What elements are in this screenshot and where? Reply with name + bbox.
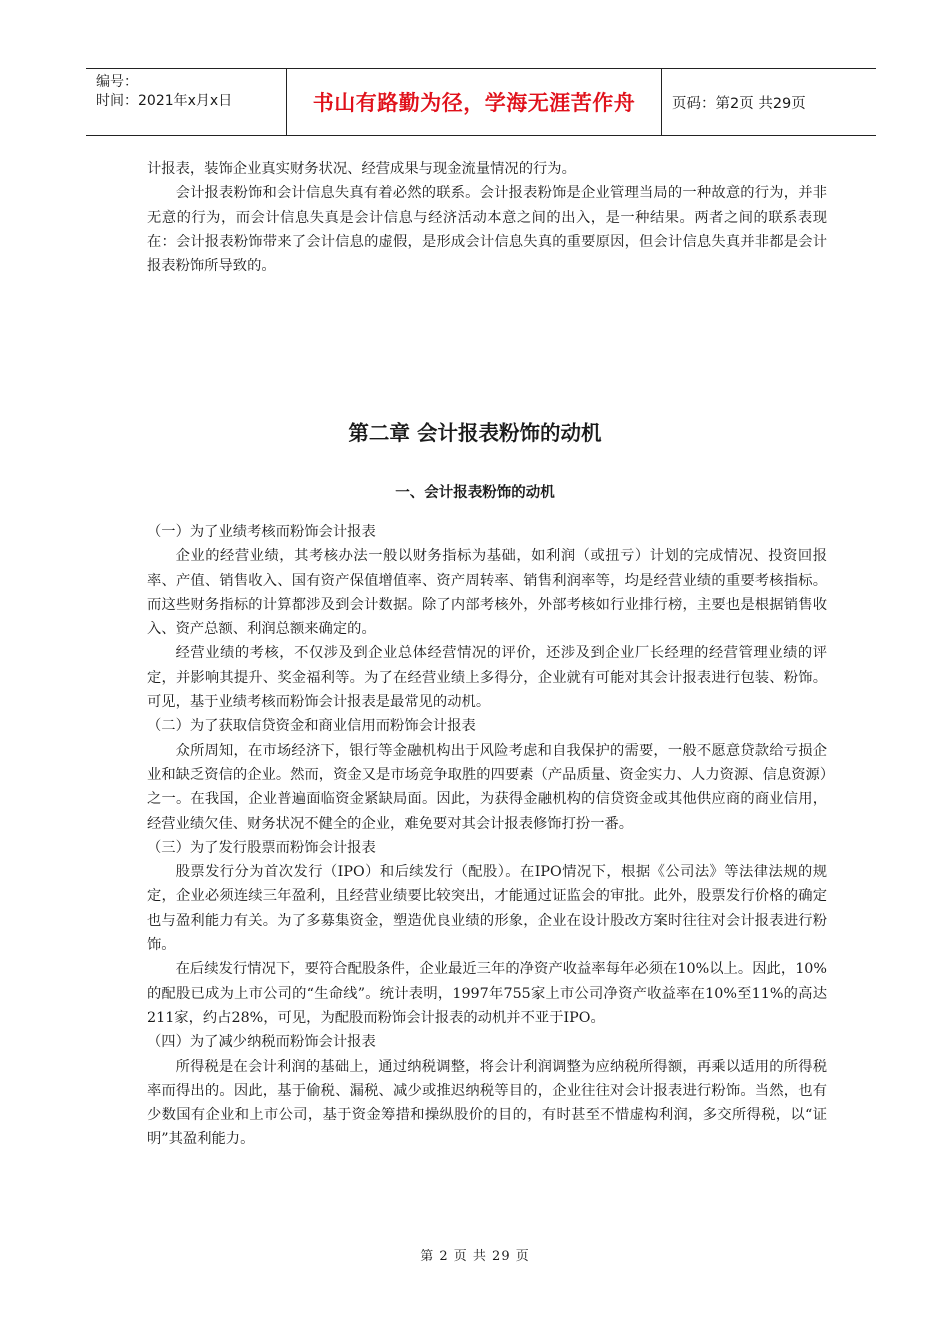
subsection-1-paragraph-1: 企业的经营业绩，其考核办法一般以财务指标为基础，如利润（或扭亏）计划的完成情况、投资回报率、产值、销售收入、国有资产保值增值率、资产周转率、销售利润率等，均是经营业绩的重要考核指标。而这些财务指标的计算都涉及到会计数据。除了内部考核外，外部考核如行业排行榜，主要也是根据销售收入、资产总额、利润总额来确定的。 (147, 548, 827, 638)
subsection-heading-4: （四）为了减少纳税而粉饰会计报表 (147, 1034, 376, 1051)
subsection-heading-2: （二）为了获取信贷资金和商业信用而粉饰会计报表 (147, 718, 476, 735)
subsection-2-paragraph-1: 众所周知，在市场经济下，银行等金融机构出于风险考虑和自我保护的需要，一般不愿意贷款给亏损企业和缺乏资信的企业。然而，资金又是市场竞争取胜的四要素（产品质量、资金实力、人力资源、信息资源）之一。在我国，企业普遍面临资金紧缺局面。因此，为获得金融机构的信贷资金或其他供应商的商业信用，经营业绩欠佳、财务状况不健全的企业，难免要对其会计报表修饰打扮一番。 (147, 742, 827, 832)
subsection-4-paragraph-1: 所得税是在会计利润的基础上，通过纳税调整，将会计利润调整为应纳税所得额，再乘以适用的所得税率而得出的。因此，基于偷税、漏税、减少或推迟纳税等目的，企业往往对会计报表进行粉饰。当然，也有少数国有企业和上市公司，基于资金筹措和操纵股价的目的，有时甚至不惜虚构利润，多交所得税，以“证明”其盈利能力。 (147, 1058, 827, 1148)
document-body (147, 157, 827, 278)
header-page-info: 页码：第2页 共29页 (672, 95, 806, 112)
date-label: 时间：2021年x月x日 (96, 93, 233, 109)
subsections-body (147, 520, 827, 1152)
header-meta (86, 69, 287, 135)
subsection-1-paragraph-2: 经营业绩的考核，不仅涉及到企业总体经营情况的评价，还涉及到企业厂长经理的经营管理业绩的评定，并影响其提升、奖金福利等。为了在经营业绩上多得分，企业就有可能对其会计报表进行包装、粉饰。可见，基于业绩考核而粉饰会计报表是最常见的动机。 (147, 645, 827, 711)
page-header (86, 68, 876, 136)
intro-paragraph-1: 计报表，装饰企业真实财务状况、经营成果与现金流量情况的行为。 (147, 161, 576, 177)
subsection-heading-3: （三）为了发行股票而粉饰会计报表 (147, 839, 376, 856)
section-title: 一、会计报表粉饰的动机 (395, 485, 555, 501)
chapter-title: 第二章 会计报表粉饰的动机 (348, 421, 602, 445)
intro-paragraph-2: 会计报表粉饰和会计信息失真有着必然的联系。会计报表粉饰是企业管理当局的一种故意的行为，并非无意的行为，而会计信息失真是会计信息与经济活动本意之间的出入，是一种结果。两者之间的联系表现在：会计报表粉饰带来了会计信息的虚假，是形成会计信息失真的重要原因，但会计信息失真并非都是会计报表粉饰所导致的。 (147, 185, 827, 275)
page-footer: 第 2 页 共 29 页 (420, 1249, 530, 1264)
subsection-heading-1: （一）为了业绩考核而粉饰会计报表 (147, 524, 376, 540)
subsection-3-paragraph-2: 在后续发行情况下，要符合配股条件，企业最近三年的净资产收益率每年必须在10%以上。因此，10%的配股已成为上市公司的“生命线”。统计表明，1997年755家上市公司净资产收益率在10%至11%的高达211家，约占28%，可见，为配股而粉饰会计报表的动机并不亚于IPO。 (147, 961, 827, 1026)
subsection-3-paragraph-1: 股票发行分为首次发行（IPO）和后续发行（配股）。在IPO情况下，根据《公司法》等法律法规的规定，企业必须连续三年盈利，且经营业绩要比较突出，才能通过证监会的审批。此外，股票发行价格的确定也与盈利能力有关。为了多募集资金，塑造优良业绩的形象，企业在设计股改方案时往往对会计报表进行粉饰。 (147, 864, 827, 954)
number-label: 编号： (96, 74, 138, 90)
header-motto: 书山有路勤为径，学海无涯苦作舟 (287, 69, 662, 135)
